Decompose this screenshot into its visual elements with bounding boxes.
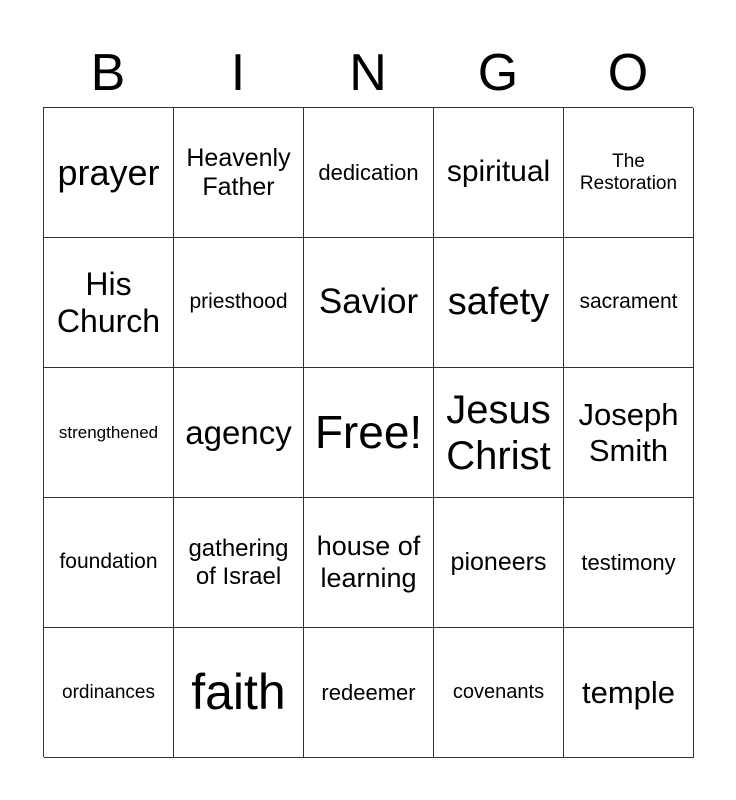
bingo-cell[interactable] [304, 498, 434, 628]
free-space-text: Free! [314, 406, 423, 459]
bingo-cell[interactable] [434, 238, 564, 368]
bingo-cell free-space[interactable] [304, 368, 434, 498]
cell-text: temple [581, 674, 676, 710]
bingo-cell[interactable] [174, 628, 304, 758]
cell-text: spiritual [446, 155, 551, 189]
bingo-cell[interactable] [564, 368, 694, 498]
bingo-cell[interactable] [174, 108, 304, 238]
cell-text: faith [191, 663, 286, 720]
bingo-cell[interactable] [304, 108, 434, 238]
bingo-cell[interactable] [44, 238, 174, 368]
cell-text: foundation [59, 550, 158, 574]
bingo-cell[interactable] [44, 368, 174, 498]
cell-text: prayer [57, 151, 160, 193]
cell-text: house of learning [316, 531, 421, 593]
cell-text: covenants [452, 681, 545, 703]
cell-text: ordinances [62, 681, 155, 703]
cell-text: The Restoration [579, 150, 678, 194]
cell-text: sacrament [579, 290, 678, 314]
cell-text: testimony [581, 549, 676, 575]
cell-text: redeemer [321, 679, 416, 705]
bingo-cell[interactable] [304, 238, 434, 368]
bingo-cell[interactable] [304, 628, 434, 758]
cell-text: dedication [318, 159, 419, 185]
bingo-cell[interactable] [44, 108, 174, 238]
bingo-cell[interactable] [174, 368, 304, 498]
header-letter-g: G [477, 44, 519, 102]
cell-text: safety [447, 280, 550, 323]
cell-text: pioneers [450, 548, 547, 577]
cell-text: Savior [318, 282, 419, 322]
bingo-cell[interactable] [564, 108, 694, 238]
bingo-cell[interactable] [174, 498, 304, 628]
bingo-cell[interactable] [44, 498, 174, 628]
header-letter-i: I [230, 44, 246, 102]
bingo-cell[interactable] [434, 628, 564, 758]
bingo-cell[interactable] [564, 498, 694, 628]
header-letter-b: B [90, 44, 126, 102]
bingo-cell[interactable] [44, 628, 174, 758]
cell-text: priesthood [189, 290, 288, 314]
header-letter-n: N [349, 44, 387, 102]
cell-text: gathering of Israel [188, 534, 289, 590]
cell-text: Heavenly Father [186, 143, 291, 201]
bingo-cell[interactable] [434, 108, 564, 238]
cell-text: strengthened [58, 422, 159, 442]
cell-text: His Church [56, 265, 161, 339]
bingo-cell[interactable] [564, 238, 694, 368]
bingo-header [43, 40, 693, 106]
bingo-cell[interactable] [174, 238, 304, 368]
bingo-cell[interactable] [434, 368, 564, 498]
bingo-card [43, 107, 693, 757]
cell-text: agency [185, 413, 292, 451]
cell-text: Joseph Smith [578, 396, 679, 468]
bingo-cell[interactable] [434, 498, 564, 628]
cell-text: Jesus Christ [446, 387, 551, 478]
header-letter-o: O [607, 44, 649, 102]
bingo-cell[interactable] [564, 628, 694, 758]
